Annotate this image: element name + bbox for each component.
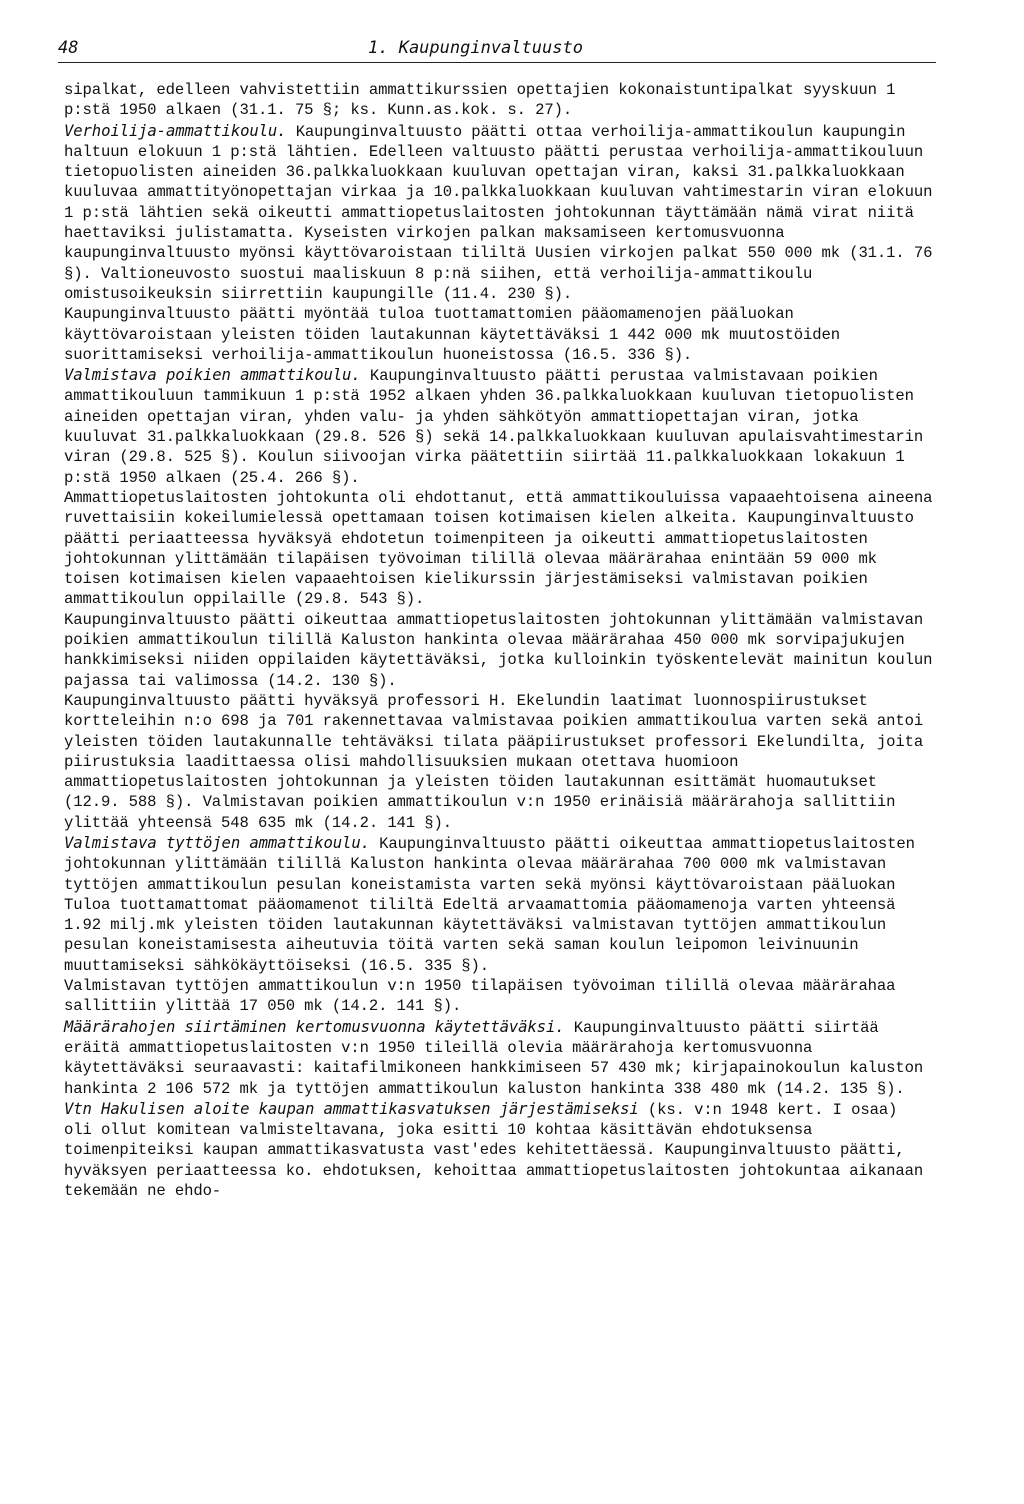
paragraph xyxy=(64,610,934,691)
paragraph xyxy=(64,80,934,121)
body-text xyxy=(64,80,934,1201)
paragraph-heading: Vtn Hakulisen aloite kaupan ammattikasvatuksen järjestämiseksi xyxy=(64,1099,639,1118)
paragraph-text: Ammattiopetuslaitosten johtokunta oli ehdottanut, että ammattikouluissa vapaaehtoisena aineena ruvettaisiin kokeilumielessä opettamaan toisen kotimaisen kielen alkeita. Kaupunginvaltuusto päätti periaatteessa hyväksyä ehdotetun toimenpiteen ja oikeutti ammattiopetuslaitosten johtokunnan ylittämään tilapäisen työvoiman tilillä olevaa määrärahaa enintään 59 000 mk toisen kotimaisen kielen vapaaehtoisen kielikurssin järjestämiseksi valmistavan poikien ammattikoulun oppilaille (29.8. 543 §). xyxy=(64,488,933,609)
paragraph-heading: Määrärahojen siirtäminen kertomusvuonna käytettäväksi. xyxy=(64,1017,565,1036)
page-header xyxy=(58,38,936,63)
paragraph-heading: Valmistava poikien ammattikoulu. xyxy=(64,366,361,385)
paragraph xyxy=(64,365,934,488)
paragraph xyxy=(64,1017,934,1099)
section-title: 1. Kaupunginvaltuusto xyxy=(368,38,583,58)
paragraph-text: Kaupunginvaltuusto päätti hyväksyä professori H. Ekelundin laatimat luonnospiirustukset kortteleihin n:o 698 ja 701 rakennettavaa valmistavaa poikien ammattikoulua varten sekä antoi yleisten töiden lautakunnalle tehtäväksi tilata pääpiirustukset professori Ekelundilta, joita piirustuksia laadittaessa olisi mahdollisuuksien mukaan otettava huomioon ammattiopetuslaitosten johtokunnan ja yleisten töiden lautakunnan esittämät huomautukset (12.9. 588 §). Valmistavan poikien ammattikoulun v:n 1950 erinäisiä määrärahoja sallittiin ylittää yhteensä 548 635 mk (14.2. 141 §). xyxy=(64,691,924,832)
paragraph xyxy=(64,976,934,1017)
paragraph xyxy=(64,833,934,976)
paragraph-heading: Valmistava tyttöjen ammattikoulu. xyxy=(64,833,370,852)
paragraph xyxy=(64,691,934,833)
paragraph-text: Valmistavan tyttöjen ammattikoulun v:n 1950 tilapäisen työvoiman tilillä olevaa määrärahaa sallittiin ylittää 17 050 mk (14.2. 141 §). xyxy=(64,977,896,1016)
paragraph-heading: Verhoilija-ammattikoulu. xyxy=(64,121,287,140)
paragraph-text: (ks. v:n 1948 kert. I osaa) oli ollut komitean valmisteltavana, joka esitti 10 kohtaa käsittävän ehdotuksensa toimenpiteiksi kaupan ammattikasvatusta vast'edes kehitettäessä. Kaupunginvaltuusto päätti, hyväksyen periaatteessa ko. ehdotuksen, kehoittaa ammattiopetuslaitosten johtokuntaa aikanaan tekemään ne ehdo- xyxy=(64,1100,924,1201)
paragraph-text: Kaupunginvaltuusto päätti myöntää tuloa tuottamattomien pääomamenojen pääluokan käyttövaroistaan yleisten töiden lautakunnan käytettäväksi 1 442 000 mk muutostöiden suorittamiseksi verhoilija-ammattikoulun huoneistossa (16.5. 336 §). xyxy=(64,305,840,364)
paragraph-text: Kaupunginvaltuusto päätti oikeuttaa ammattiopetuslaitosten johtokunnan ylittämään valmistavan poikien ammattikoulun tilillä Kaluston hankinta olevaa määrärahaa 450 000 mk sorvipajukujen hankkimiseksi niiden oppilaiden käytettäväksi, jotka kulloinkin työskentelevät mainitun koulun pajassa tai valimossa (14.2. 130 §). xyxy=(64,610,933,690)
paragraph-text: Kaupunginvaltuusto päätti oikeuttaa ammattiopetuslaitosten johtokunnan ylittämään tilillä Kaluston hankinta olevaa määrärahaa 700 000 mk valmistavan tyttöjen ammattikoulun pesulan koneistamista varten sekä myönsi käyttövaroistaan pääluokan Tuloa tuottamattomat pääomamenot tililtä Edeltä arvaamattomia pääomamenoja varten yhteensä 1.92 milj.mk yleisten töiden lautakunnan käytettäväksi valmistavan tyttöjen ammattikoulun pesulan koneistamisesta aiheutuvia töitä varten sekä saman koulun leipomon leivinuunin muuttamiseksi sähkökäyttöiseksi (16.5. 335 §). xyxy=(64,834,915,975)
paragraph xyxy=(64,121,934,305)
paragraph xyxy=(64,1099,934,1201)
paragraph xyxy=(64,488,934,610)
paragraph-text: sipalkat, edelleen vahvistettiin ammattikurssien opettajien kokonaistuntipalkat syyskuun 1 p:stä 1950 alkaen (31.1. 75 §; ks. Kunn.as.kok. s. 27). xyxy=(64,81,896,120)
paragraph-text: Kaupunginvaltuusto päätti ottaa verhoilija-ammattikoulun kaupungin haltuun elokuun 1 p:stä lähtien. Edelleen valtuusto päätti perustaa verhoilija-ammattikouluun tietopuolisten aineiden 36.palkkaluokkaan kuuluvan opettajan viran, kaksi 31.palkkaluokkaan kuuluvaa ammattityönopettajan virkaa ja 10.palkkaluokkaan kuuluvan vahtimestarin viran elokuun 1 p:stä lähtien sekä oikeutti ammattiopetuslaitosten johtokunnan täyttämään nämä virat niitä haettaviksi julistamatta. Kyseisten virkojen palkan maksamiseen kertomusvuonna kaupunginvaltuusto myönsi käyttövaroistaan tililtä Uusien virkojen palkat 550 000 mk (31.1. 76 §). Valtioneuvosto suostui maaliskuun 8 p:nä siihen, että verhoilija-ammattikoulu omistusoikeuksin siirrettiin kaupungille (11.4. 230 §). xyxy=(64,122,933,303)
page-number: 48 xyxy=(58,38,79,58)
paragraph-text: Kaupunginvaltuusto päätti perustaa valmistavaan poikien ammattikouluun tammikuun 1 p:stä 1952 alkaen yhden 36.palkkaluokkaan kuuluvan tietopuolisten aineiden opettajan viran, yhden valu- ja yhden sähkötyön ammattiopettajan viran, jotka kuuluvat 31.palkkaluokkaan (29.8. 526 §) sekä 14.palkkaluokkaan kuuluvan apulaisvahtimestarin viran (29.8. 525 §). Koulun siivoojan virka päätettiin siirtää 11.palkkaluokkaan lokakuun 1 p:stä 1950 alkaen (25.4. 266 §). xyxy=(64,367,924,487)
paragraph-text: Kaupunginvaltuusto päätti siirtää eräitä ammattiopetuslaitosten v:n 1950 tileillä olevia määrärahoja kertomusvuonna käytettäväksi seuraavasti: kaitafilmikoneen hankkimiseen 57 430 mk; kirjapainokoulun kaluston hankinta 2 106 572 mk ja tyttöjen ammattikoulun kaluston hankinta 338 480 mk (14.2. 135 §). xyxy=(64,1018,924,1098)
paragraph xyxy=(64,304,934,365)
